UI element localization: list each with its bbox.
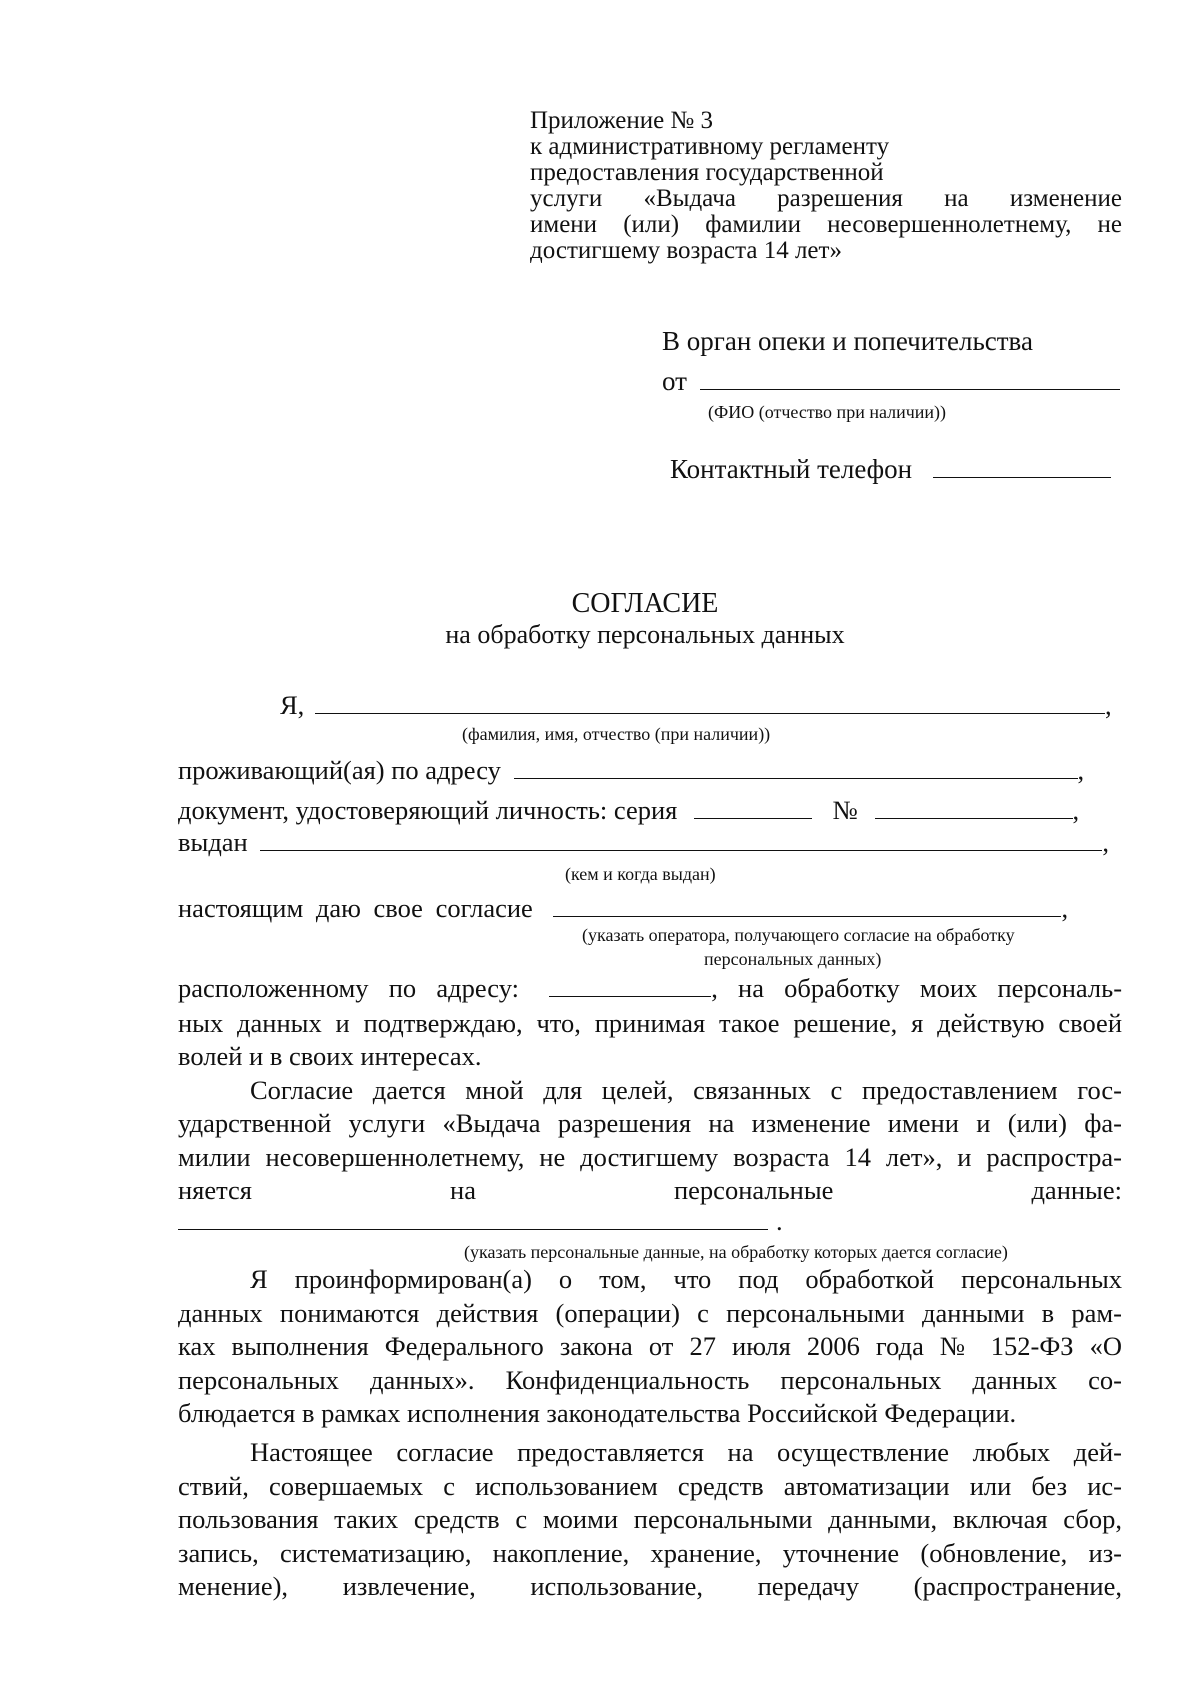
issued-comma: , <box>1102 827 1109 857</box>
document-row <box>178 795 1079 826</box>
phone-row <box>670 454 1111 485</box>
operator-caption-2: персональных данных) <box>704 949 882 969</box>
name-row <box>280 690 1112 721</box>
consent-row <box>178 893 1068 924</box>
name-comma: , <box>1104 690 1112 720</box>
series-blank-field[interactable] <box>694 817 812 819</box>
number-blank-field[interactable] <box>875 817 1073 819</box>
p2-line-1: Согласие дается мной для целей, связанных с предоставлением гос- <box>250 1075 1122 1105</box>
p1-line-2: ных данных и подтверждаю, что, принимая такое решение, я действую своей <box>178 1008 1122 1038</box>
located-rest: , на обработку моих персональ- <box>711 973 1123 1003</box>
address-comma: , <box>1077 755 1085 785</box>
p1-line-3: волей и в своих интересах. <box>178 1041 482 1071</box>
operator-blank-field[interactable] <box>553 915 1061 917</box>
p4-line-3: пользования таких средств с моими персональными данными, включая сбор, <box>178 1504 1122 1534</box>
consent-label: настоящим даю свое согласие <box>178 893 533 923</box>
p3-line-3: ках выполнения Федерального закона от 27 июля 2006 года № 152-ФЗ «О <box>178 1331 1122 1361</box>
personal-data-blank-field[interactable] <box>178 1228 768 1230</box>
located-blank-field[interactable] <box>549 995 711 997</box>
appendix-line-2: предоставления государственной <box>530 159 884 186</box>
located-label: расположенному по адресу: <box>178 973 519 1003</box>
p4-line-5: менение), извлечение, использование, передачу (распространение, <box>178 1571 1122 1601</box>
from-blank-field[interactable] <box>700 388 1120 390</box>
appendix-header <box>530 108 1122 264</box>
recipient-to: В орган опеки и попечительства <box>662 326 1033 356</box>
issued-blank-field[interactable] <box>260 849 1102 851</box>
personal-data-row <box>178 1206 783 1237</box>
p2-word-4: данные: <box>1031 1175 1122 1205</box>
appendix-line-5: достигшему возраста 14 лет» <box>530 237 842 264</box>
p3-line-4: персональных данных». Конфиденциальность персональных данных со- <box>178 1365 1122 1395</box>
appendix-title: Приложение № 3 <box>530 107 714 134</box>
recipient-from-label: от <box>662 366 687 396</box>
operator-caption-1: (указать оператора, получающего согласие на обработку <box>582 925 1015 945</box>
p4-line-4: запись, систематизацию, накопление, хранение, уточнение (обновление, из- <box>178 1538 1122 1568</box>
p2-word-3: персональные <box>673 1175 834 1205</box>
p2-word-2: на <box>450 1175 476 1205</box>
phone-label: Контактный телефон <box>670 454 913 484</box>
recipient-from-row <box>662 366 1120 397</box>
p3-line-1: Я проинформирован(а) о том, что под обработкой персональных <box>250 1264 1122 1294</box>
address-blank-field[interactable] <box>514 777 1078 779</box>
p4-line-1: Настоящее согласие предоставляется на осуществление любых дей- <box>250 1437 1122 1467</box>
p2-line-2: ударственной услуги «Выдача разрешения на изменение имени и (или) фа- <box>178 1108 1122 1138</box>
personal-data-period: . <box>776 1206 783 1236</box>
document-subtitle: на обработку персональных данных <box>445 620 845 649</box>
name-blank-field[interactable] <box>315 712 1105 714</box>
issued-caption: (кем и когда выдан) <box>565 864 716 884</box>
i-label: Я, <box>280 690 305 720</box>
document-comma: , <box>1072 795 1080 825</box>
appendix-line-1: к административному регламенту <box>530 133 890 160</box>
consent-comma: , <box>1061 893 1069 923</box>
p4-line-2: ствий, совершаемых с использованием средств автоматизации или без ис- <box>178 1471 1122 1501</box>
p2-line-4 <box>178 1175 1122 1206</box>
phone-blank-field[interactable] <box>933 476 1111 478</box>
p2-word-1: няется <box>178 1175 252 1205</box>
p2-line-3: милии несовершеннолетнему, не достигшему возраста 14 лет», и распростра- <box>178 1142 1122 1172</box>
located-row <box>178 973 1122 1004</box>
document-label: документ, удостоверяющий личность: серия <box>178 795 678 825</box>
appendix-line-3: услуги «Выдача разрешения на изменение <box>530 185 1122 212</box>
address-label: проживающий(ая) по адресу <box>178 755 501 785</box>
p3-line-2: данных понимаются действия (операции) с персональными данными в рам- <box>178 1298 1122 1328</box>
p3-line-5: блюдается в рамках исполнения законодательства Российской Федерации. <box>178 1398 1017 1428</box>
personal-data-caption: (указать персональные данные, на обработку которых дается согласие) <box>464 1242 1008 1262</box>
issued-row <box>178 827 1109 858</box>
name-caption: (фамилия, имя, отчество (при наличии)) <box>462 724 771 744</box>
address-row <box>178 755 1084 786</box>
appendix-line-4: имени (или) фамилии несовершеннолетнему, не <box>530 211 1122 238</box>
document-title: СОГЛАСИЕ <box>571 588 719 619</box>
number-label: № <box>832 795 858 825</box>
from-caption: (ФИО (отчество при наличии)) <box>708 402 947 422</box>
issued-label: выдан <box>178 827 248 857</box>
